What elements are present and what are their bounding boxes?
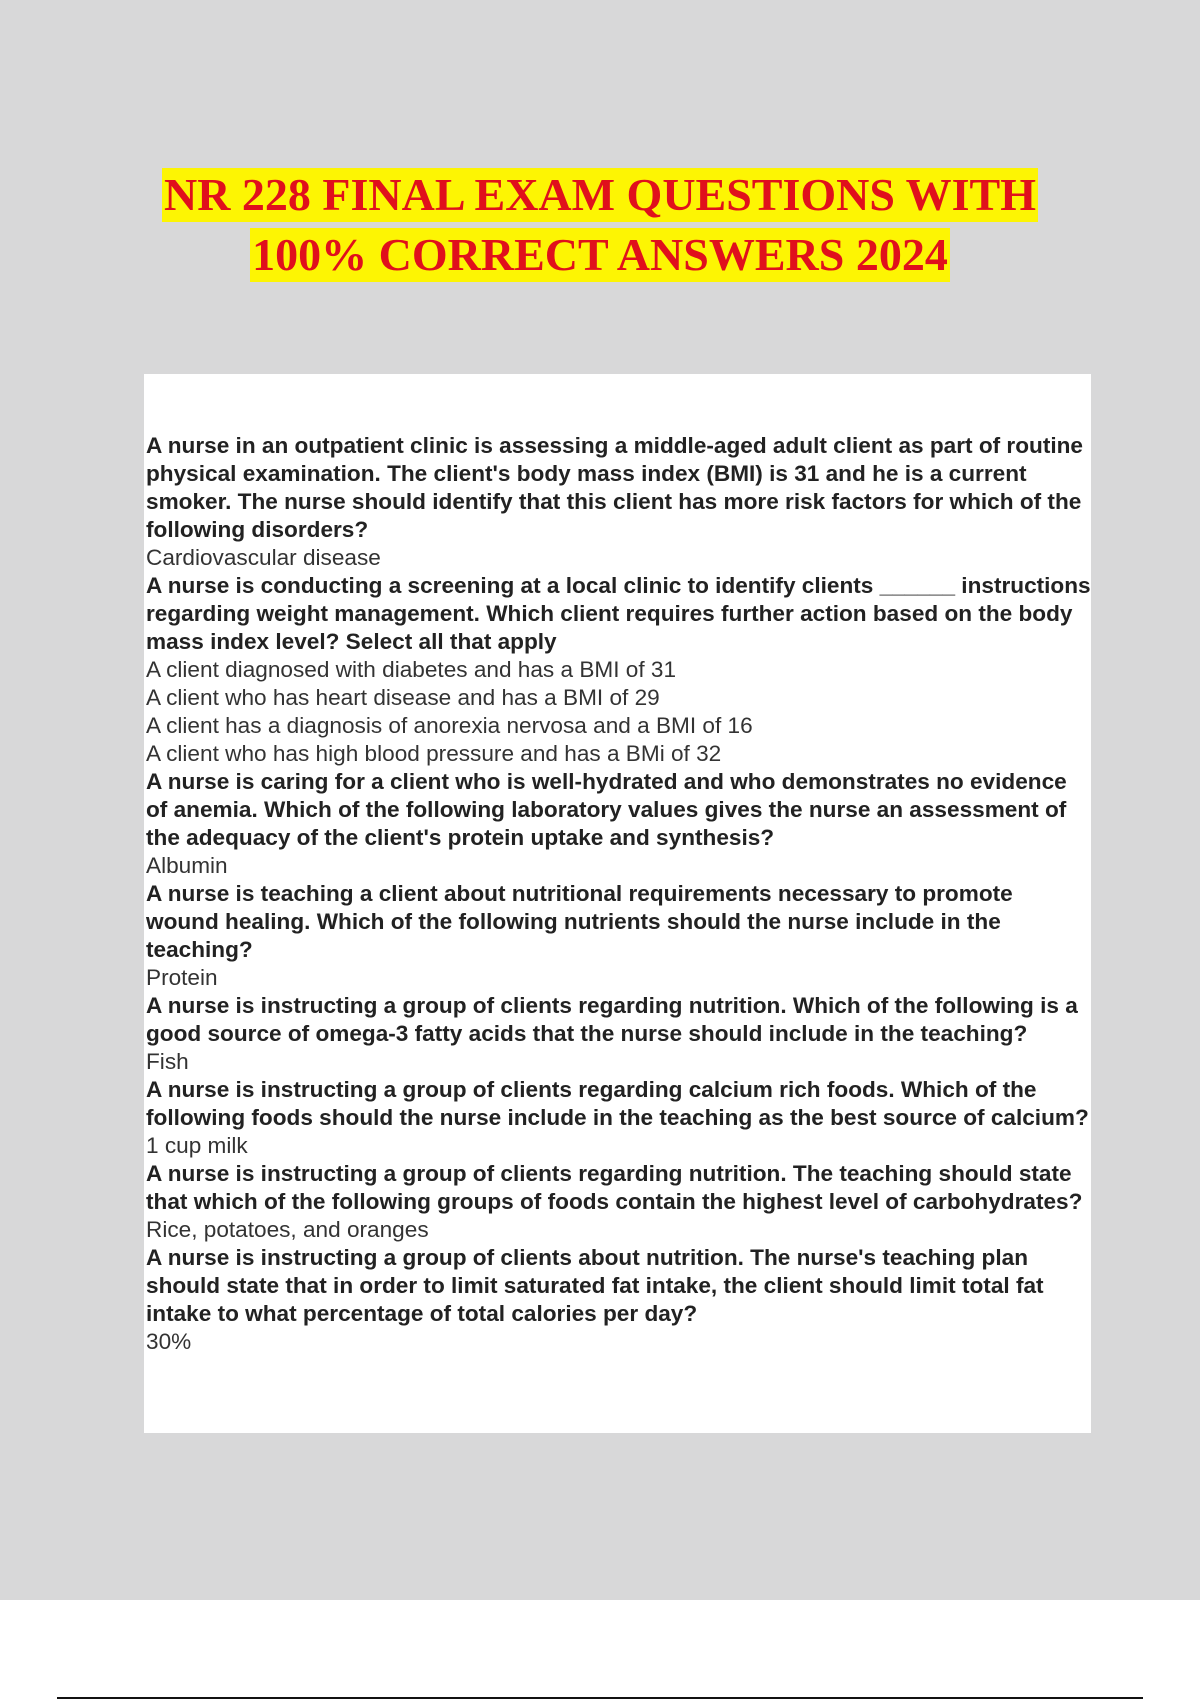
question-answer-list	[144, 432, 1091, 1356]
title-line-2: 100% CORRECT ANSWERS 2024	[252, 229, 948, 280]
answer-text: A client who has high blood pressure and has a BMi of 32	[146, 741, 722, 766]
bottom-divider	[57, 1697, 1143, 1699]
answer-text: 1 cup milk	[146, 1133, 248, 1158]
answer-text: 30%	[146, 1329, 192, 1354]
answer-text: Fish	[146, 1049, 189, 1074]
content-card	[144, 374, 1091, 1433]
question-text: A nurse is instructing a group of clients about nutrition. The nurse's teaching plan should state that in order to limit saturated fat intake, the client should limit total fat intake to what percentage of total calories per day?	[146, 1245, 1044, 1326]
question-text: A nurse in an outpatient clinic is assessing a middle-aged adult client as part of routine physical examination. The client's body mass index (BMI) is 31 and he is a current smoker. The nurse should identify that this client has more risk factors for which of the following disorders?	[146, 433, 1083, 542]
title-line-1: NR 228 FINAL EXAM QUESTIONS WITH	[163, 169, 1037, 220]
answer-text: Rice, potatoes, and oranges	[146, 1217, 429, 1242]
question-text: A nurse is instructing a group of clients regarding nutrition. The teaching should state that which of the following groups of foods contain the highest level of carbohydrates?	[146, 1161, 1083, 1214]
answer-text: Cardiovascular disease	[146, 545, 381, 570]
answer-text: Protein	[146, 965, 218, 990]
question-text: A nurse is teaching a client about nutritional requirements necessary to promote wound healing. Which of the following nutrients should the nurse include in the teaching?	[146, 881, 1013, 962]
question-text: A nurse is conducting a screening at a local clinic to identify clients ______ instructions regarding weight management. Which client requires further action based on the body mass index level? Select all that apply	[146, 573, 1091, 654]
question-text: A nurse is instructing a group of clients regarding calcium rich foods. Which of the following foods should the nurse include in the teaching as the best source of calcium?	[146, 1077, 1089, 1130]
document-title	[0, 168, 1200, 288]
question-text: A nurse is instructing a group of clients regarding nutrition. Which of the following is a good source of omega-3 fatty acids that the nurse should include in the teaching?	[146, 993, 1078, 1046]
answer-text: A client diagnosed with diabetes and has a BMI of 31	[146, 657, 677, 682]
question-text: A nurse is caring for a client who is well-hydrated and who demonstrates no evidence of anemia. Which of the following laboratory values gives the nurse an assessment of the adequacy of the client's protein uptake and synthesis?	[146, 769, 1067, 850]
answer-text: A client who has heart disease and has a BMI of 29	[146, 685, 660, 710]
answer-text: Albumin	[146, 853, 228, 878]
answer-text: A client has a diagnosis of anorexia nervosa and a BMI of 16	[146, 713, 753, 738]
